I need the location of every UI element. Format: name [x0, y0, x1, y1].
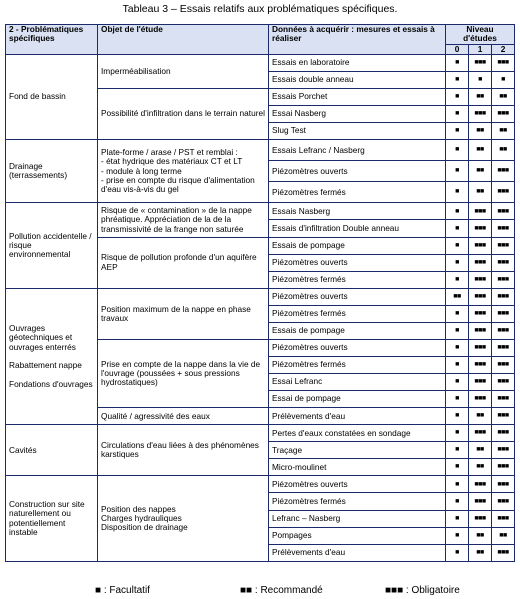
test-cell: Micro-moulinet [269, 459, 446, 476]
test-cell: Slug Test [269, 123, 446, 140]
level-1-indicator: ■■■ [469, 220, 492, 237]
test-cell: Traçage [269, 442, 446, 459]
table-caption: Tableau 3 – Essais relatifs aux problématiques spécifiques. [122, 3, 398, 15]
legend-label: Obligatoire [411, 585, 460, 596]
test-cell: Essais double anneau [269, 71, 446, 88]
legend-label: Recommandé [260, 585, 323, 596]
level-2-indicator: ■■ [492, 140, 515, 161]
level-1-indicator: ■■ [469, 123, 492, 140]
level-1-indicator: ■■ [469, 182, 492, 203]
test-cell: Piézomètres fermés [269, 271, 446, 288]
level-1-indicator: ■■■ [469, 425, 492, 442]
level-1-indicator: ■ [469, 71, 492, 88]
level-0-indicator: ■ [446, 510, 469, 527]
table-row [6, 288, 515, 305]
legend-recommande: ■■ : Recommandé [240, 585, 323, 596]
category-cell: Drainage (terrassements) [6, 140, 98, 203]
level-2-indicator: ■■■ [492, 510, 515, 527]
level-2-indicator: ■■■ [492, 493, 515, 510]
level-2-indicator: ■■■ [492, 305, 515, 322]
test-cell: Essais Lefranc / Nasberg [269, 140, 446, 161]
level-2-indicator: ■■■ [492, 425, 515, 442]
level-2-indicator: ■■ [492, 88, 515, 105]
objet-cell: Risque de pollution profonde d'un aquifère AEP [98, 237, 269, 288]
table-row [6, 54, 515, 71]
level-0-indicator: ■ [446, 527, 469, 544]
level-2-indicator: ■■■ [492, 161, 515, 182]
header-niveau: Niveau d'études [446, 25, 515, 45]
legend-obligatoire: ■■■ : Obligatoire [385, 585, 460, 596]
header-level-0: 0 [446, 44, 469, 54]
test-cell: Pertes d'eaux constatées en sondage [269, 425, 446, 442]
level-1-indicator: ■■■ [469, 322, 492, 339]
level-1-indicator: ■■ [469, 459, 492, 476]
objet-cell: Possibilité d'infiltration dans le terrain naturel [98, 88, 269, 139]
legend-symbol: ■■ [240, 585, 253, 596]
test-cell: Pompages [269, 527, 446, 544]
test-cell: Essai Lefranc [269, 374, 446, 391]
level-1-indicator: ■■■ [469, 237, 492, 254]
objet-cell: Position maximum de la nappe en phase travaux [98, 288, 269, 339]
test-cell: Prélèvements d'eau [269, 544, 446, 561]
level-0-indicator: ■ [446, 271, 469, 288]
level-2-indicator: ■■■ [492, 54, 515, 71]
level-2-indicator: ■ [492, 71, 515, 88]
tests-table [5, 24, 515, 562]
level-1-indicator: ■■ [469, 408, 492, 425]
level-1-indicator: ■■■ [469, 356, 492, 373]
objet-cell: Risque de « contamination » de la nappe phréatique. Appréciation de la de la transmissivité de la frange non saturée [98, 203, 269, 237]
test-cell: Essais d'infiltration Double anneau [269, 220, 446, 237]
level-0-indicator: ■ [446, 254, 469, 271]
header-level-1: 1 [469, 44, 492, 54]
table-row [6, 425, 515, 442]
level-0-indicator: ■ [446, 305, 469, 322]
test-cell: Lefranc – Nasberg [269, 510, 446, 527]
objet-cell: Position des nappes Charges hydrauliques Disposition de drainage [98, 476, 269, 562]
test-cell: Piézomètres fermés [269, 305, 446, 322]
level-2-indicator: ■■ [492, 123, 515, 140]
objet-cell: Prise en compte de la nappe dans la vie de l'ouvrage (poussées + sous pressions hydrostatiques) [98, 339, 269, 407]
level-2-indicator: ■■■ [492, 220, 515, 237]
level-0-indicator: ■ [446, 161, 469, 182]
level-1-indicator: ■■■ [469, 54, 492, 71]
header-problematiques: 2 - Problématiques spécifiques [6, 25, 98, 55]
level-2-indicator: ■■■ [492, 356, 515, 373]
level-2-indicator: ■■■ [492, 459, 515, 476]
test-cell: Piézomètres fermés [269, 182, 446, 203]
objet-cell: Qualité / agressivité des eaux [98, 408, 269, 425]
level-1-indicator: ■■■ [469, 305, 492, 322]
level-2-indicator: ■■■ [492, 339, 515, 356]
level-1-indicator: ■■■ [469, 476, 492, 493]
level-2-indicator: ■■■ [492, 476, 515, 493]
test-cell: Piézomètres ouverts [269, 161, 446, 182]
test-cell: Essai Nasberg [269, 106, 446, 123]
level-1-indicator: ■■■ [469, 254, 492, 271]
test-cell: Essais de pompage [269, 237, 446, 254]
header-level-2: 2 [492, 44, 515, 54]
level-0-indicator: ■ [446, 493, 469, 510]
table-row [6, 476, 515, 493]
legend-symbol: ■ [95, 585, 102, 596]
level-2-indicator: ■■■ [492, 374, 515, 391]
level-0-indicator: ■ [446, 71, 469, 88]
table-body [6, 54, 515, 561]
level-2-indicator: ■■■ [492, 288, 515, 305]
level-2-indicator: ■■■ [492, 544, 515, 561]
category-cell: Fond de bassin [6, 54, 98, 139]
legend-facultatif: ■ : Facultatif [95, 585, 150, 596]
legend-label: Facultatif [109, 585, 150, 596]
level-0-indicator: ■ [446, 220, 469, 237]
level-2-indicator: ■■■ [492, 254, 515, 271]
level-1-indicator: ■■■ [469, 271, 492, 288]
level-1-indicator: ■■■ [469, 203, 492, 220]
level-1-indicator: ■■■ [469, 391, 492, 408]
table-row [6, 203, 515, 220]
level-1-indicator: ■■■ [469, 493, 492, 510]
level-0-indicator: ■ [446, 182, 469, 203]
level-0-indicator: ■ [446, 54, 469, 71]
level-2-indicator: ■■■ [492, 322, 515, 339]
level-0-indicator: ■ [446, 459, 469, 476]
level-0-indicator: ■ [446, 237, 469, 254]
test-cell: Piézomètres ouverts [269, 339, 446, 356]
category-cell: Pollution accidentelle / risque environnemental [6, 203, 98, 288]
level-2-indicator: ■■ [492, 527, 515, 544]
level-1-indicator: ■■ [469, 442, 492, 459]
level-2-indicator: ■■■ [492, 203, 515, 220]
level-1-indicator: ■■ [469, 161, 492, 182]
level-2-indicator: ■■■ [492, 237, 515, 254]
test-cell: Piézomètres fermés [269, 356, 446, 373]
level-0-indicator: ■ [446, 408, 469, 425]
level-0-indicator: ■ [446, 339, 469, 356]
level-1-indicator: ■■■ [469, 510, 492, 527]
table-row [6, 140, 515, 161]
level-2-indicator: ■■■ [492, 182, 515, 203]
level-1-indicator: ■■ [469, 88, 492, 105]
level-1-indicator: ■■ [469, 140, 492, 161]
level-2-indicator: ■■■ [492, 442, 515, 459]
test-cell: Piézomètres ouverts [269, 476, 446, 493]
level-0-indicator: ■ [446, 374, 469, 391]
level-1-indicator: ■■■ [469, 339, 492, 356]
test-cell: Piézomètres ouverts [269, 254, 446, 271]
level-1-indicator: ■■■ [469, 106, 492, 123]
test-cell: Essai de pompage [269, 391, 446, 408]
level-0-indicator: ■ [446, 123, 469, 140]
level-1-indicator: ■■ [469, 527, 492, 544]
level-0-indicator: ■ [446, 544, 469, 561]
test-cell: Essais de pompage [269, 322, 446, 339]
level-0-indicator: ■ [446, 88, 469, 105]
level-0-indicator: ■ [446, 106, 469, 123]
test-cell: Essais Nasberg [269, 203, 446, 220]
level-1-indicator: ■■ [469, 544, 492, 561]
level-0-indicator: ■ [446, 425, 469, 442]
level-0-indicator: ■ [446, 442, 469, 459]
header-donnees: Données à acquérir : mesures et essais à réaliser [269, 25, 446, 55]
objet-cell: Plate-forme / arase / PST et remblai : - état hydrique des matériaux CT et LT - module à long terme - prise en compte du risque d'alimentation d'eau vis-à-vis du gel [98, 140, 269, 203]
level-2-indicator: ■■■ [492, 106, 515, 123]
level-2-indicator: ■■■ [492, 391, 515, 408]
category-cell: Cavités [6, 425, 98, 476]
level-2-indicator: ■■■ [492, 408, 515, 425]
level-1-indicator: ■■■ [469, 374, 492, 391]
objet-cell: Circulations d'eau liées à des phénomènes karstiques [98, 425, 269, 476]
test-cell: Piézomètres fermés [269, 493, 446, 510]
level-0-indicator: ■ [446, 476, 469, 493]
category-cell: Ouvrages géotechniques et ouvrages enterrés Rabattement nappe Fondations d'ouvrages [6, 288, 98, 425]
category-cell: Construction sur site naturellement ou potentiellement instable [6, 476, 98, 562]
objet-cell: Imperméabilisation [98, 54, 269, 88]
test-cell: Piézomètres ouverts [269, 288, 446, 305]
level-0-indicator: ■■ [446, 288, 469, 305]
level-1-indicator: ■■■ [469, 288, 492, 305]
level-0-indicator: ■ [446, 140, 469, 161]
test-cell: Essais en laboratoire [269, 54, 446, 71]
level-2-indicator: ■■■ [492, 271, 515, 288]
legend-symbol: ■■■ [385, 585, 404, 596]
test-cell: Prélèvements d'eau [269, 408, 446, 425]
level-0-indicator: ■ [446, 203, 469, 220]
header-objet-etude: Objet de l'étude [98, 25, 269, 55]
level-0-indicator: ■ [446, 391, 469, 408]
level-0-indicator: ■ [446, 322, 469, 339]
test-cell: Essais Porchet [269, 88, 446, 105]
level-0-indicator: ■ [446, 356, 469, 373]
